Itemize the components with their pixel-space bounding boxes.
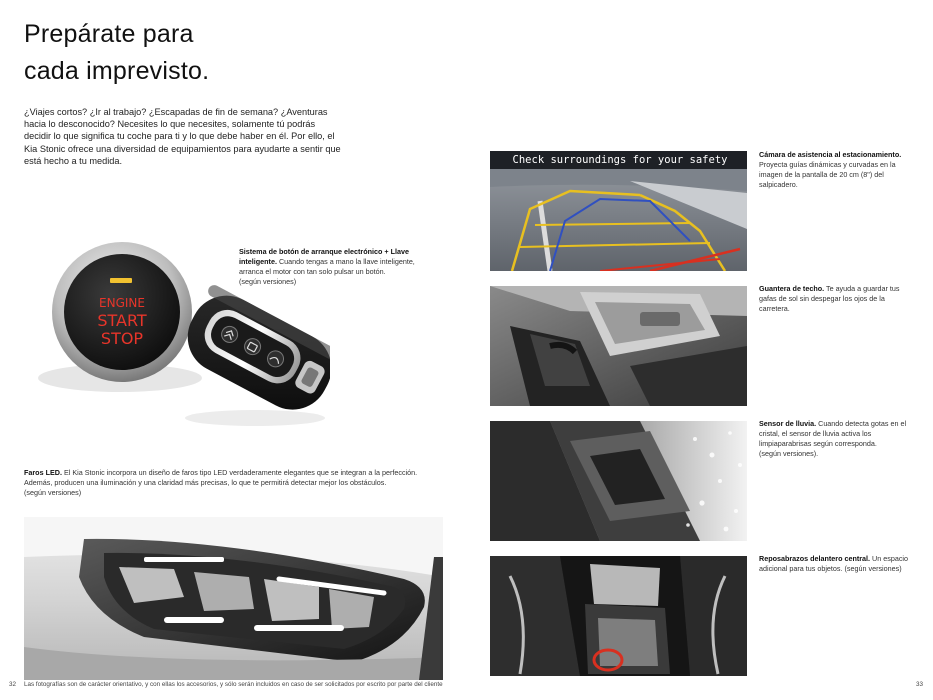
rain-note: (según versiones). bbox=[759, 449, 819, 458]
camera-text: Proyecta guías dinámicas y curvadas en la imagen de la pantalla de 20 cm (8") del salpicadero. bbox=[759, 160, 896, 189]
led-headlight-image bbox=[24, 517, 443, 680]
intro-paragraph: ¿Viajes cortos? ¿Ir al trabajo? ¿Escapadas de fin de semana? ¿Aventuras hacia lo desconocido? Necesites lo que necesites, solamente tú podrás decidir lo que significa tu coche para ti y lo que debe haber en él. Por ello, el Kia Stonic ofrece una diversidad de equipamientos para ayudarte a sentir que está hecho a tu medida. bbox=[24, 107, 341, 166]
title-line-1: Prepárate para bbox=[24, 20, 194, 48]
page-number-left: 32 bbox=[9, 681, 17, 688]
camera-title: Cámara de asistencia al estacionamiento. bbox=[759, 150, 902, 159]
led-note: (según versiones) bbox=[24, 488, 82, 497]
rain-sensor-image bbox=[490, 421, 747, 541]
glovebox-title: Guantera de techo. bbox=[759, 284, 825, 293]
engine-label: ENGINE bbox=[99, 296, 145, 310]
rain-text: Cuando detecta gotas en el cristal, el sensor de lluvia activa los limpiaparabrisas según corresponda. bbox=[759, 419, 907, 448]
camera-overlay-text: Check surroundings for your safety bbox=[512, 154, 728, 166]
roof-glovebox-image bbox=[490, 286, 747, 406]
start-title-b: inteligente. bbox=[239, 257, 277, 266]
stop-label: STOP bbox=[100, 329, 144, 348]
title-line-2: cada imprevisto. bbox=[24, 57, 210, 85]
start-text: Cuando tengas a mano la llave inteligente, arranca el motor con tan solo pulsar un botón. bbox=[239, 257, 415, 276]
glovebox-text: Te ayuda a guardar tus gafas de sol sin despegar los ojos de la carretera. bbox=[759, 284, 900, 313]
rain-title: Sensor de lluvia. bbox=[759, 419, 817, 428]
start-note: (según versiones) bbox=[239, 277, 297, 286]
start-label: START bbox=[97, 311, 147, 330]
armrest-text: Un espacio adicional para tus objetos. (según versiones) bbox=[759, 554, 909, 573]
camera-caption bbox=[759, 150, 909, 190]
start-title-a: Sistema de botón de arranque electrónico + Llave bbox=[239, 247, 409, 256]
led-title: Faros LED. bbox=[24, 468, 62, 477]
led-caption bbox=[24, 468, 434, 498]
page-number-right: 33 bbox=[916, 681, 924, 688]
parking-camera-image bbox=[490, 151, 747, 271]
armrest-title: Reposabrazos delantero central. bbox=[759, 554, 871, 563]
footer-disclaimer: Las fotografías son de carácter orientativo, y con ellas los accesorios, y sólo serán incluidos en caso de ser solicitados por escrito por parte del cliente bbox=[24, 681, 443, 688]
led-text: El Kia Stonic incorpora un diseño de faros tipo LED verdaderamente elegantes que se integran a la perfección. Además, producen una iluminación y una claridad más precisas, lo que te permitirá detectar mejor los obstáculos. bbox=[24, 468, 418, 487]
glovebox-caption bbox=[759, 284, 909, 314]
armrest-caption bbox=[759, 554, 909, 574]
armrest-image bbox=[490, 556, 747, 676]
page-title bbox=[24, 16, 209, 90]
rain-caption bbox=[759, 419, 909, 459]
start-caption bbox=[239, 247, 429, 287]
